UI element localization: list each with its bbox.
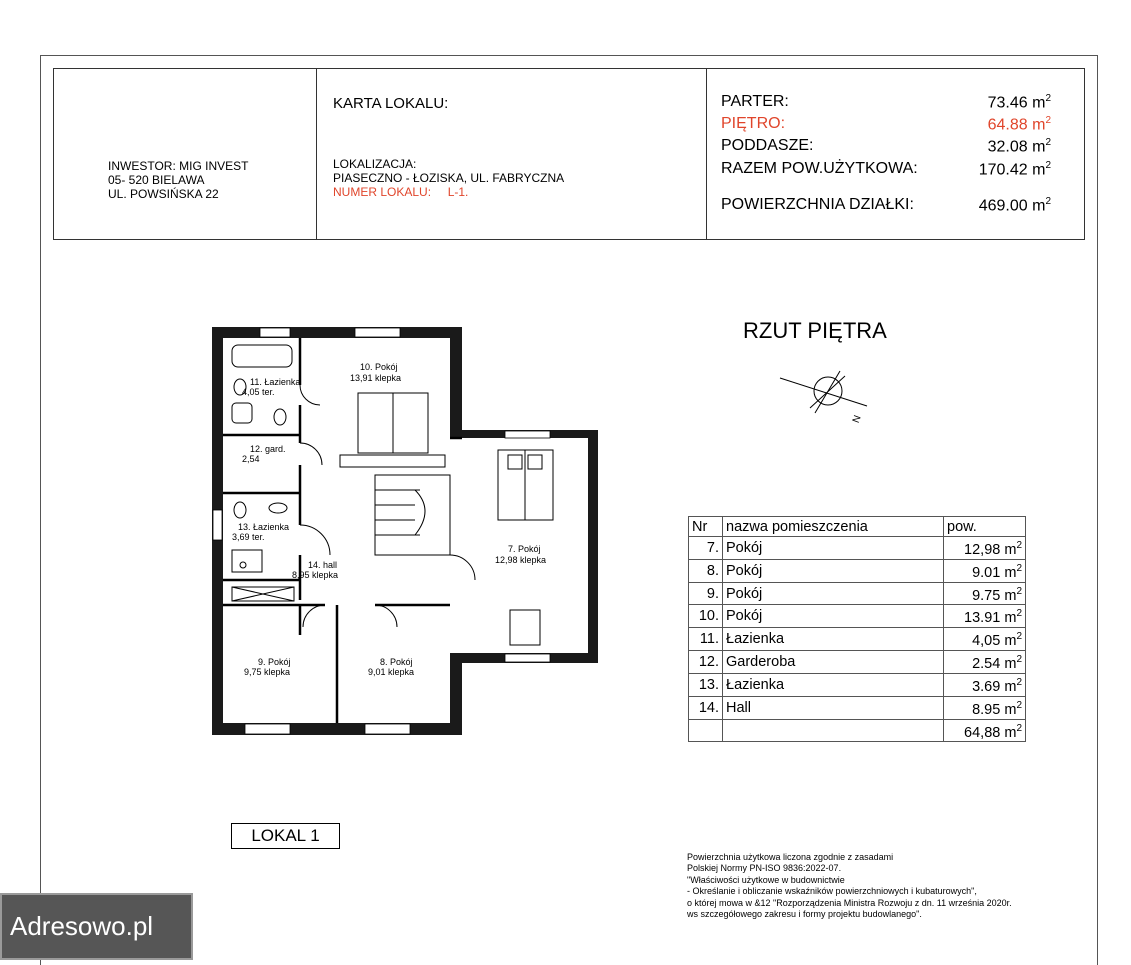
room-nr: 13.	[689, 673, 723, 696]
note-line: "Właściwości użytkowe w budownictwie	[687, 874, 845, 885]
area-label: RAZEM POW.UŻYTKOWA:	[721, 160, 918, 177]
room-name: Pokój	[723, 559, 944, 582]
room-label: 13.	[238, 522, 251, 532]
svg-text:9,01 klepka	[368, 667, 414, 677]
north-arrow-icon	[775, 368, 875, 428]
plan-title: RZUT PIĘTRA	[743, 318, 887, 343]
room-label: 13,91	[350, 373, 373, 383]
empty-cell	[723, 719, 944, 742]
svg-text:3,69 ter.	[232, 532, 265, 542]
room-nr: 12.	[689, 651, 723, 674]
table-row	[689, 628, 1026, 651]
room-label: 3,69	[232, 532, 250, 542]
room-label: 9,01	[368, 667, 386, 677]
area-row-poddasze	[721, 137, 1051, 155]
note-line: o której mowa w &12 "Rozporządzenia Ministra Rozwoju z dn. 11 września 2020r.	[687, 897, 1012, 908]
unit-sup: 2	[1045, 115, 1051, 126]
svg-text:12,98 klepka	[495, 555, 546, 565]
room-nr: 14.	[689, 696, 723, 719]
area-label: PIĘTRO:	[721, 115, 786, 132]
room-label: klepka	[375, 373, 402, 383]
area-label: POWIERZCHNIA DZIAŁKI:	[721, 196, 914, 213]
unit-sup: 2	[1045, 137, 1051, 148]
svg-text:8. Pokój	[380, 657, 413, 667]
room-label: ter.	[252, 532, 265, 542]
table-header-row	[689, 517, 1026, 537]
unit-sup: 2	[1016, 562, 1022, 574]
room-nr: 7.	[689, 537, 723, 560]
area-value: 32.08 m	[987, 138, 1046, 156]
room-name: Garderoba	[723, 651, 944, 674]
legal-note	[687, 852, 1107, 920]
lokalizacja-label: LOKALIZACJA:	[333, 157, 417, 171]
room-name: Hall	[723, 696, 944, 719]
floor-plan	[210, 325, 605, 740]
investor-block	[108, 159, 248, 201]
room-name: Pokój	[723, 605, 944, 628]
note-line: ws szczegółowego zakresu i formy projektu budowlanego".	[687, 909, 922, 920]
svg-text:9,75 klepka	[244, 667, 290, 677]
svg-text:9. Pokój	[258, 657, 291, 667]
area-row-parter	[721, 93, 1051, 111]
unit-sup: 2	[1045, 93, 1051, 104]
karta-title: KARTA LOKALU:	[333, 95, 449, 112]
room-nr: 8.	[689, 559, 723, 582]
watermark-badge: Adresowo.pl	[0, 893, 193, 960]
room-label: 12,98	[495, 555, 518, 565]
room-name: Łazienka	[723, 628, 944, 651]
unit-sup: 2	[1016, 676, 1022, 688]
unit-sup: 2	[1016, 608, 1022, 620]
area-row-dzialka	[721, 196, 1051, 214]
note-line: Polskiej Normy PN-ISO 9836:2022-07.	[687, 863, 842, 874]
svg-text:8,95 klepka	[292, 570, 338, 580]
title-block-divider	[706, 69, 707, 239]
svg-text:12. gard.	[250, 444, 286, 454]
area-row-pietro	[721, 115, 1051, 133]
room-label: 14.	[308, 560, 321, 570]
title-block-divider	[316, 69, 317, 239]
room-label: klepka	[388, 667, 415, 677]
area-label: PARTER:	[721, 93, 789, 110]
room-label: 4,05	[242, 387, 260, 397]
column-header: Nr	[689, 517, 723, 537]
note-line: - Określanie i obliczanie wskaźników powierzchniowych i kubaturowych",	[687, 886, 977, 897]
table-row	[689, 651, 1026, 674]
area-value: 73.46 m	[987, 94, 1046, 112]
investor-line: UL. POWSIŃSKA 22	[108, 187, 219, 201]
unit-sup: 2	[1045, 196, 1051, 207]
room-label: Łazienka	[253, 522, 290, 532]
table-row	[689, 673, 1026, 696]
room-label: Pokój	[268, 657, 291, 667]
investor-line: 05- 520 BIELAWA	[108, 173, 205, 187]
room-area: 3.69 m	[972, 678, 1017, 695]
area-value: 64.88 m	[987, 116, 1046, 134]
svg-text:10. Pokój	[360, 362, 398, 372]
room-label: 12.	[250, 444, 263, 454]
room-label: Pokój	[375, 362, 398, 372]
lokalizacja-value: PIASECZNO - ŁOZISKA, UL. FABRYCZNA	[333, 171, 565, 185]
numer-value: L-1.	[447, 185, 469, 199]
room-name: Pokój	[723, 582, 944, 605]
total-area: 64,88 m	[964, 724, 1017, 741]
column-header: pow.	[944, 517, 1026, 537]
table-total-row	[689, 719, 1026, 742]
area-row-razem	[721, 160, 1051, 178]
note-line: Powierzchnia użytkowa liczona zgodnie z zasadami	[687, 852, 894, 862]
room-area: 12,98 m	[964, 541, 1017, 558]
column-header: nazwa pomieszczenia	[723, 517, 944, 537]
svg-text:7. Pokój	[508, 544, 541, 554]
room-nr: 11.	[689, 628, 723, 651]
table-row	[689, 605, 1026, 628]
lokal-label: LOKAL 1	[231, 823, 340, 849]
room-label: 10.	[360, 362, 373, 372]
room-label: 9,75	[244, 667, 262, 677]
room-label: hall	[323, 560, 338, 570]
room-label: Pokój	[390, 657, 413, 667]
svg-text:11. Łazienka	[250, 377, 300, 387]
unit-sup: 2	[1016, 631, 1022, 643]
room-nr: 10.	[689, 605, 723, 628]
table-row	[689, 537, 1026, 560]
rooms-table	[688, 516, 1026, 742]
table-row	[689, 559, 1026, 582]
room-nr: 9.	[689, 582, 723, 605]
unit-sup: 2	[1016, 585, 1022, 597]
room-name: Pokój	[723, 537, 944, 560]
svg-text:13. Łazienka	[238, 522, 289, 532]
room-area: 9.75 m	[972, 587, 1017, 604]
area-value: 170.42 m	[978, 161, 1046, 179]
location-block	[333, 157, 564, 199]
title-block	[53, 68, 1085, 240]
svg-text:14. hall	[308, 560, 337, 570]
room-area: 8.95 m	[972, 701, 1017, 718]
room-label: Łazienka	[264, 377, 301, 387]
room-label: klepka	[264, 667, 291, 677]
unit-sup: 2	[1016, 722, 1022, 734]
room-label: 11.	[250, 377, 262, 387]
empty-cell	[689, 719, 723, 742]
unit-sup: 2	[1016, 540, 1022, 551]
room-label: Pokój	[518, 544, 541, 554]
room-label: 8.	[380, 657, 388, 667]
room-area: 9.01 m	[972, 564, 1017, 581]
unit-sup: 2	[1016, 699, 1022, 711]
unit-sup: 2	[1016, 654, 1022, 666]
room-label: 8,95	[292, 570, 310, 580]
room-label: 9.	[258, 657, 266, 667]
room-area: 2.54 m	[972, 655, 1017, 672]
north-label: N	[850, 413, 864, 425]
room-area: 13.91 m	[964, 610, 1017, 627]
room-name: Łazienka	[723, 673, 944, 696]
room-label: ter.	[262, 387, 275, 397]
room-label: klepka	[520, 555, 547, 565]
room-area: 4,05 m	[972, 633, 1017, 650]
room-label: gard.	[265, 444, 286, 454]
room-label: 7.	[508, 544, 516, 554]
area-value: 469.00 m	[978, 197, 1046, 215]
table-row	[689, 696, 1026, 719]
area-label: PODDASZE:	[721, 137, 814, 154]
investor-line: INWESTOR: MIG INVEST	[108, 159, 249, 173]
room-label: 2,54	[242, 454, 260, 464]
unit-sup: 2	[1045, 160, 1051, 171]
table-row	[689, 582, 1026, 605]
numer-label: NUMER LOKALU:	[333, 185, 432, 199]
svg-text:4,05 ter.	[242, 387, 275, 397]
room-label: klepka	[312, 570, 339, 580]
svg-text:13,91 klepka	[350, 373, 401, 383]
